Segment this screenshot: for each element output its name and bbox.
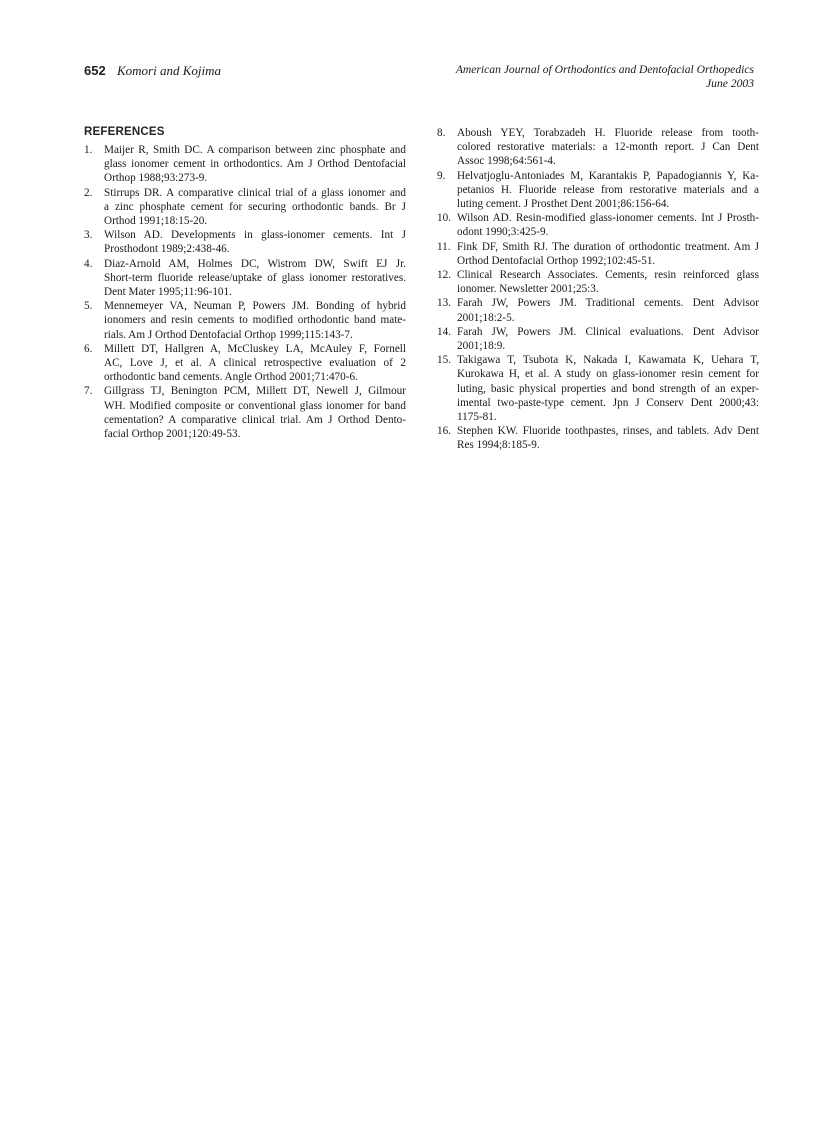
reference-text-line: colored restorative materials: a 12-month report. J Can Dent: [457, 141, 759, 154]
reference-text-line: ionomers and resin cements to modified orthodontic band mate-: [104, 314, 406, 327]
reference-text-line: Gillgrass TJ, Benington PCM, Millett DT, Newell J, Gilmour: [104, 385, 406, 398]
reference-text-line: 2001;18:9.: [457, 340, 506, 353]
reference-text-line: Wilson AD. Resin-modified glass-ionomer cements. Int J Prosth-: [457, 212, 759, 225]
reference-text-line: Short-term fluoride release/uptake of glass ionomer restoratives.: [104, 271, 406, 284]
reference-text-line: imental two-paste-type cement. Jpn J Conserv Dent 2000;43:: [457, 396, 759, 409]
reference-number: 14.: [437, 325, 451, 338]
reference-text-line: Fink DF, Smith RJ. The duration of orthodontic treatment. Am J: [457, 240, 759, 253]
references-heading: REFERENCES: [84, 126, 165, 138]
references-column-right: [437, 126, 759, 453]
reference-text-line: facial Orthop 2001;120:49-53.: [104, 428, 241, 441]
reference-item: [84, 384, 406, 441]
reference-text-line: a zinc phosphate cement for securing orthodontic bands. Br J: [104, 200, 406, 213]
reference-text-line: Wilson AD. Developments in glass-ionomer cements. Int J: [104, 229, 406, 242]
reference-text-line: luting cement. J Prosthet Dent 2001;86:156-64.: [457, 198, 670, 211]
reference-number: 1.: [84, 144, 93, 156]
running-authors: Komori and Kojima: [117, 63, 222, 78]
reference-text-line: Orthop 1988;93:273-9.: [104, 172, 208, 185]
reference-number: 4.: [84, 257, 93, 270]
reference-text-line: Maijer R, Smith DC. A comparison between zinc phosphate and: [104, 144, 406, 156]
reference-item: [437, 424, 759, 452]
reference-list-right: [437, 126, 759, 453]
reference-list-left: [84, 143, 406, 441]
journal-title: American Journal of Orthodontics and Dentofacial Orthopedics: [455, 63, 754, 76]
reference-text-line: petanios H. Fluoride release from restorative materials and a: [457, 183, 759, 196]
reference-text-line: rials. Am J Orthod Dentofacial Orthop 1999;115:143-7.: [104, 328, 353, 341]
reference-item: [84, 299, 406, 342]
reference-text-line: 2001;18:2-5.: [457, 311, 515, 324]
reference-text-line: Millett DT, Hallgren A, McCluskey LA, McAuley F, Fornell: [104, 342, 406, 355]
reference-number: 10.: [437, 212, 451, 225]
reference-text-line: glass ionomer cement in orthodontics. Am J Orthod Dentofacial: [104, 158, 406, 171]
reference-text-line: ionomer. Newsletter 2001;25:3.: [457, 283, 599, 296]
reference-number: 9.: [437, 169, 446, 182]
reference-text-line: Farah JW, Powers JM. Clinical evaluations. Dent Advisor: [457, 325, 759, 338]
reference-number: 13.: [437, 297, 451, 310]
reference-text-line: cementation? A comparative clinical trial. Am J Orthod Dento-: [104, 413, 406, 426]
reference-item: [84, 143, 406, 186]
reference-text-line: Stirrups DR. A comparative clinical trial of a glass ionomer and: [104, 186, 406, 199]
reference-text-line: AC, Love J, et al. A clinical retrospective evaluation of 2: [104, 357, 406, 370]
references-column-left: [84, 126, 406, 441]
issue-date: June 2003: [706, 77, 754, 90]
reference-text-line: Kurokawa H, et al. A study on glass-ionomer resin cement for: [457, 368, 759, 381]
reference-number: 16.: [437, 425, 451, 438]
reference-item: [437, 126, 759, 169]
reference-item: [437, 353, 759, 424]
reference-number: 5.: [84, 300, 93, 313]
reference-text-line: Helvatjoglu-Antoniades M, Karantakis P, Papadogiannis Y, Ka-: [457, 169, 759, 182]
reference-text-line: Orthod Dentofacial Orthop 1992;102:45-51.: [457, 254, 656, 267]
reference-text-line: Orthod 1991;18:15-20.: [104, 215, 208, 228]
reference-text-line: Prosthodont 1989;2:438-46.: [104, 243, 230, 256]
reference-text-line: Res 1994;8:185-9.: [457, 439, 540, 452]
reference-text-line: Aboush YEY, Torabzadeh H. Fluoride release from tooth-: [457, 127, 759, 139]
reference-item: [437, 211, 759, 239]
reference-item: [437, 169, 759, 212]
reference-text-line: Stephen KW. Fluoride toothpastes, rinses, and tablets. Adv Dent: [457, 425, 759, 438]
reference-number: 11.: [437, 240, 451, 253]
reference-number: 2.: [84, 186, 93, 199]
reference-item: [437, 268, 759, 296]
reference-text-line: luting, basic physical properties and bond strength of an exper-: [457, 382, 759, 395]
reference-text-line: odont 1990;3:425-9.: [457, 226, 549, 239]
reference-number: 7.: [84, 385, 93, 398]
reference-text-line: orthodontic band cements. Angle Orthod 2001;71:470-6.: [104, 371, 358, 384]
reference-item: [437, 325, 759, 353]
reference-item: [437, 240, 759, 268]
page-number: 652: [84, 63, 106, 78]
reference-text-line: Farah JW, Powers JM. Traditional cements. Dent Advisor: [457, 297, 759, 310]
running-journal: [456, 63, 754, 91]
reference-text-line: Diaz-Arnold AM, Holmes DC, Wistrom DW, Swift EJ Jr.: [104, 257, 406, 270]
reference-text-line: Mennemeyer VA, Neuman P, Powers JM. Bonding of hybrid: [104, 300, 406, 313]
reference-number: 3.: [84, 229, 93, 242]
reference-item: [84, 342, 406, 385]
reference-number: 8.: [437, 127, 446, 139]
reference-number: 12.: [437, 269, 451, 282]
reference-item: [84, 228, 406, 256]
reference-text-line: 1175-81.: [457, 411, 497, 424]
reference-text-line: WH. Modified composite or conventional glass ionomer for band: [104, 399, 406, 412]
reference-text-line: Clinical Research Associates. Cements, resin reinforced glass: [457, 269, 759, 282]
reference-item: [84, 186, 406, 229]
reference-text-line: Dent Mater 1995;11:96-101.: [104, 286, 232, 299]
reference-item: [84, 257, 406, 300]
reference-text-line: Takigawa T, Tsubota K, Nakada I, Kawamata K, Uehara T,: [457, 354, 759, 367]
reference-number: 6.: [84, 342, 93, 355]
reference-number: 15.: [437, 354, 451, 367]
reference-item: [437, 296, 759, 324]
reference-text-line: Assoc 1998;64:561-4.: [457, 155, 556, 168]
